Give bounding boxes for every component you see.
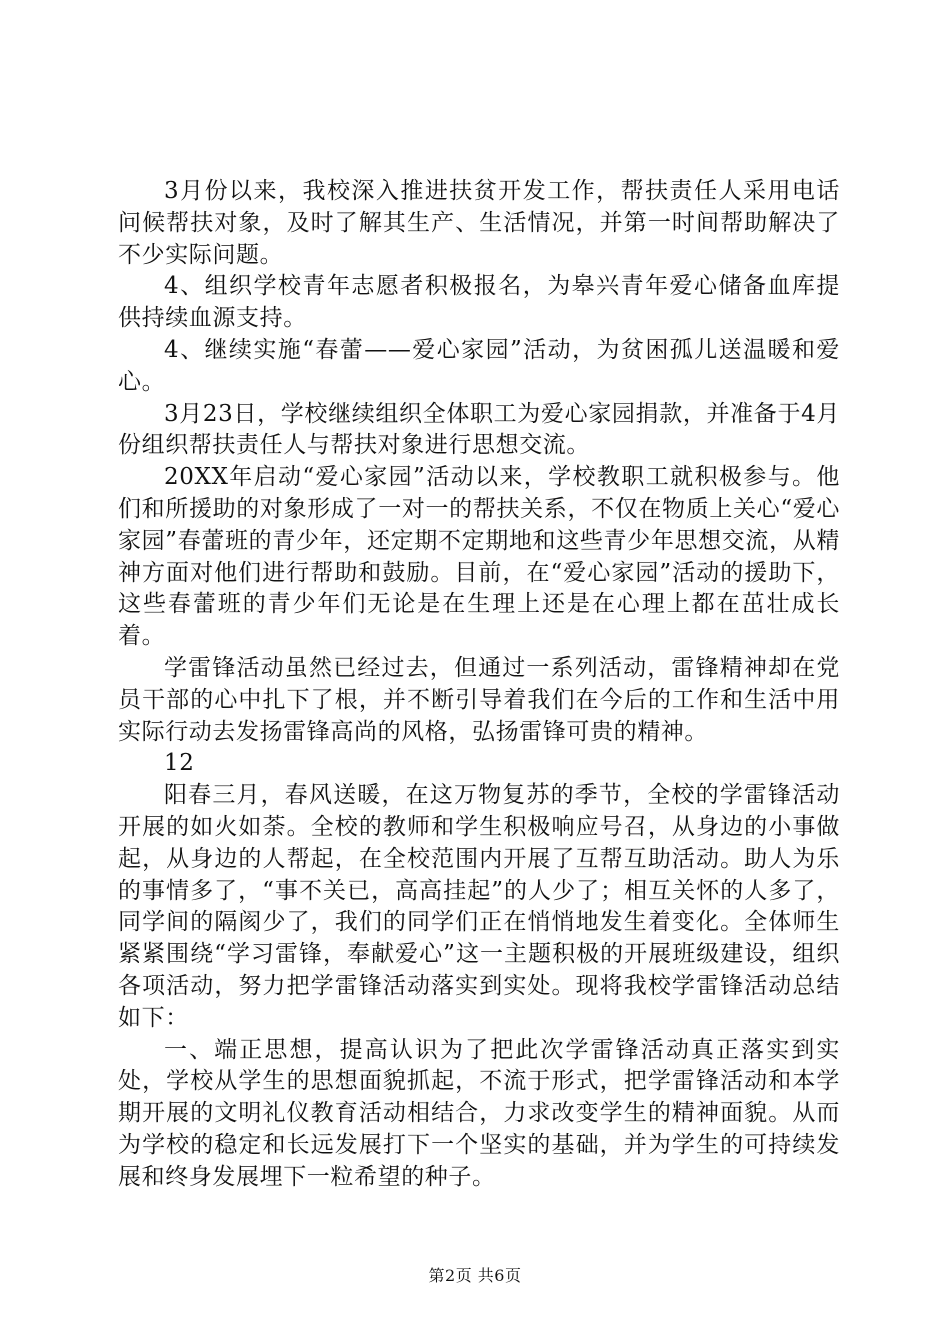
document-body	[118, 176, 840, 1194]
paragraph-love-home-history: 20XX年启动“爱心家园”活动以来，学校教职工就积极参与。他们和所援助的对象形成了一对一的帮扶关系，不仅在物质上关心“爱心家园”春蕾班的青少年，还定期不定期地和这些青少年思想交流，从精神方面对他们进行帮助和鼓励。目前，在“爱心家园”活动的援助下，这些春蕾班的青少年们无论是在生理上还是在心理上都在茁壮成长着。	[118, 464, 840, 650]
paragraph-spring-activities: 阳春三月，春风送暖，在这万物复苏的季节，全校的学雷锋活动开展的如火如荼。全校的教师和学生积极响应号召，从身边的小事做起，从身边的人帮起，在全校范围内开展了互帮互助活动。助人为乐的事情多了，“事不关已，高高挂起”的人少了；相互关怀的人多了，同学间的隔阂少了，我们的同学们正在悄悄地发生着变化。全体师生紧紧围绕“学习雷锋，奉献爱心”这一主题积极的开展班级建设，组织各项活动，努力把学雷锋活动落实到实处。现将我校学雷锋活动总结如下：	[118, 782, 840, 1031]
paragraph-leifeng-spirit: 学雷锋活动虽然已经过去，但通过一系列活动，雷锋精神却在党员干部的心中扎下了根，并不断引导着我们在今后的工作和生活中用实际行动去发扬雷锋高尚的风格，弘扬雷锋可贵的精神。	[118, 654, 840, 745]
page-footer: 第2页 共6页	[428, 1266, 522, 1285]
paragraph-chunlei-program: 4、继续实施“春蕾——爱心家园”活动，为贫困孤儿送温暖和爱心。	[118, 336, 840, 395]
paragraph-march-donation: 3月23日，学校继续组织全体职工为爱心家园捐款，并准备于4月份组织帮扶责任人与帮扶对象进行思想交流。	[118, 400, 840, 459]
paragraph-correct-thinking: 一、端正思想，提高认识为了把此次学雷锋活动真正落实到实处，学校从学生的思想面貌抓起，不流于形式，把学雷锋活动和本学期开展的文明礼仪教育活动相结合，力求改变学生的精神面貌。从而为学校的稳定和长远发展打下一个坚实的基础，并为学生的可持续发展和终身发展埋下一粒希望的种子。	[118, 1036, 840, 1190]
paragraph-section-number: 12	[164, 750, 195, 777]
paragraph-poverty-alleviation: 3月份以来，我校深入推进扶贫开发工作，帮扶责任人采用电话问候帮扶对象，及时了解其生产、生活情况，并第一时间帮助解决了不少实际问题。	[118, 178, 840, 268]
paragraph-blood-donation: 4、组织学校青年志愿者积极报名，为皋兴青年爱心储备血库提供持续血源支持。	[118, 273, 840, 332]
